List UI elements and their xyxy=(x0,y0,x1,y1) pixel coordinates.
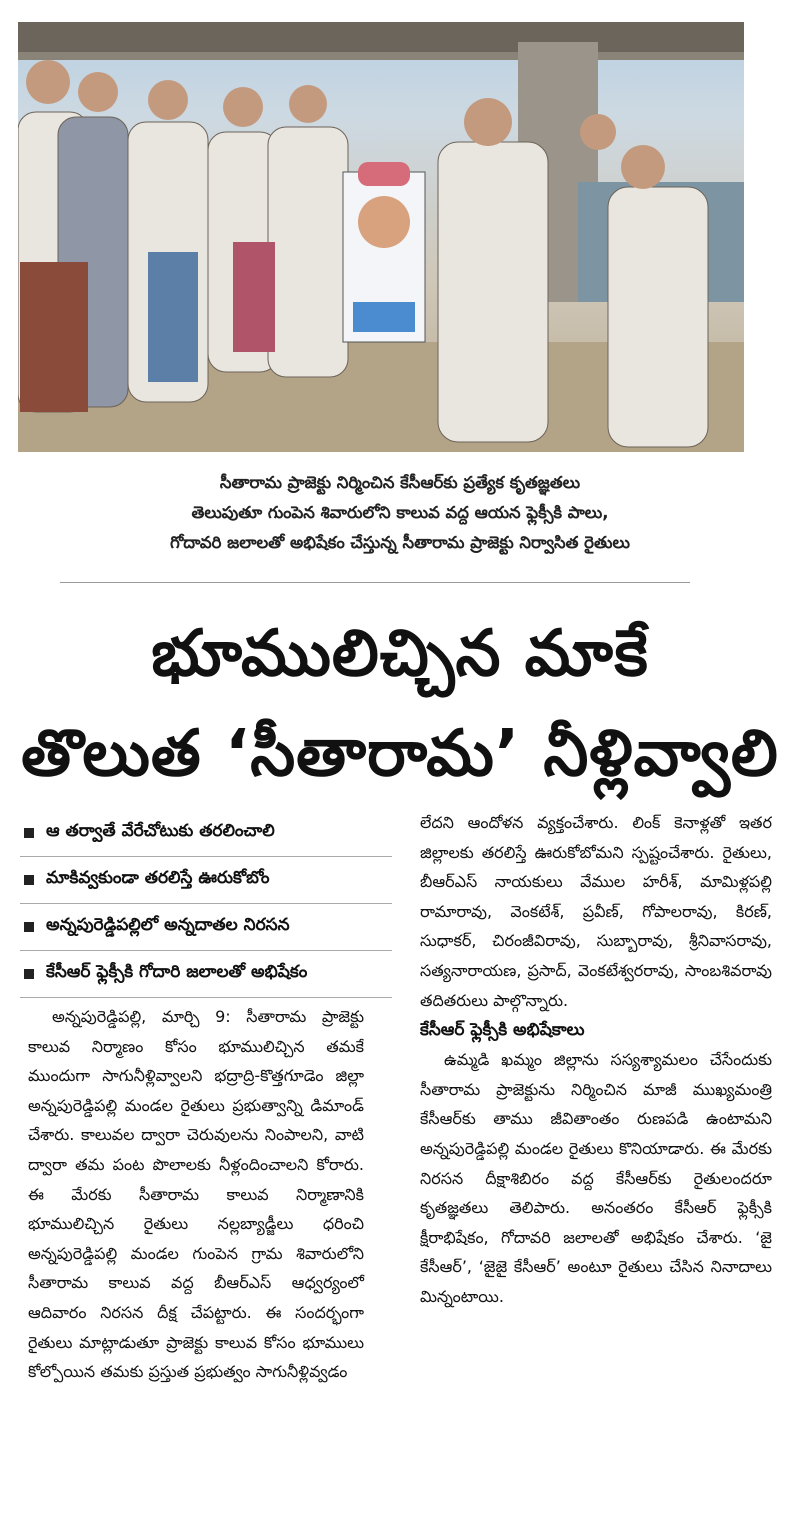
highlight-text: మాకివ్వకుండా తరలిస్తే ఊరుకోబోం xyxy=(46,868,270,888)
bullet-icon xyxy=(24,969,34,979)
highlight-item xyxy=(20,951,392,998)
article-paragraph: ఉమ్మడి ఖమ్మం జిల్లాను సస్యశ్యామలం చేసేందుకు సీతారామ ప్రాజెక్టును నిర్మించిన మాజీ ముఖ్యమంత్రి కేసీఆర్‌కు తాము జీవితాంతం రుణపడి ఉంటామని అన్నపురెడ్డిపల్లి మండల రైతులు కొనియాడారు. ఈ మేరకు నిరసన దీక్షాశిబిరం వద్ద కేసీఆర్‌కు రైతులందరూ కృతజ్ఞతలు తెలిపారు. అనంతరం కేసీఆర్ ఫ్లెక్సీకి క్షీరాభిషేకం, గోదావరి జలాలతో అభిషేకం చేశారు. ‘జై కేసీఆర్’, ‘జైజై కేసీఆర్’ అంటూ రైతులు చేసిన నినాదాలు మిన్నంటాయి. xyxy=(420,1050,772,1306)
highlights-list xyxy=(20,810,392,998)
caption-line: తెలుపుతూ గుంపెన శివారులోని కాలువ వద్ద ఆయన ఫ్లెక్సీకి పాలు, xyxy=(191,503,609,522)
highlight-item xyxy=(20,810,392,857)
highlight-text: కేసీఆర్ ఫ్లెక్సీకి గోదారి జలాలతో అభిషేకం xyxy=(46,962,308,982)
news-photo xyxy=(18,22,744,452)
article-subheading: కేసీఆర్ ఫ్లెక్సీకి అభిషేకాలు xyxy=(420,1020,585,1041)
caption-line: గోదావరి జలాలతో అభిషేకం చేస్తున్న సీతారామ ప్రాజెక్టు నిర్వాసిత రైతులు xyxy=(170,533,630,552)
article-column-left xyxy=(28,1002,364,1387)
highlight-item xyxy=(20,904,392,951)
article-paragraph: లేదని ఆందోళన వ్యక్తంచేశారు. లింక్ కెనాళ్లతో ఇతర జిల్లాలకు తరలిస్తే ఊరుకోబోమని స్పష్టంచేశారు. రైతులు, బీఆర్‌ఎస్ నాయకులు వేముల హరీశ్, మామిళ్లపల్లి రామారావు, వెంకటేశ్, ప్రవీణ్, గోపాలరావు, కిరణ్, సుధాకర్, చిరంజీవిరావు, సుబ్బారావు, శ్రీనివాసరావు, సత్యనారాయణ, ప్రసాద్, వెంకటేశ్వరరావు, సాంబశివరావు తదితరులు పాల్గొన్నారు. xyxy=(420,813,772,1010)
highlight-text: ఆ తర్వాతే వేరేచోటుకు తరలించాలి xyxy=(46,821,275,841)
highlight-text: అన్నపురెడ్డిపల్లిలో అన్నదాతల నిరసన xyxy=(46,915,290,935)
caption-line: సీతారామ ప్రాజెక్టు నిర్మించిన కేసీఆర్‌కు ప్రత్యేక కృతజ్ఞతలు xyxy=(219,473,581,492)
article-paragraph: అన్నపురెడ్డిపల్లి, మార్చి 9: సీతారామ ప్రాజెక్టు కాలువ నిర్మాణం కోసం భూములిచ్చిన తమకే ముందుగా సాగునీళ్లివ్వాలని భద్రాద్రి-కొత్తగూడెం జిల్లా అన్నపురెడ్డిపల్లి మండల రైతులు ప్రభుత్వాన్ని డిమాండ్ చేశారు. కాలువల ద్వారా చెరువులను నింపాలని, వాటి ద్వారా తమ పంట పొలాలకు నీళ్లందించాలని కోరారు. ఈ మేరకు సీతారామ కాలువ నిర్మాణానికి భూములిచ్చిన రైతులు నల్లబ్యాడ్జీలు ధరించి అన్నపురెడ్డిపల్లి మండల గుంపెన గ్రామ శివారులోని సీతారామ కాలువ వద్ద బీఆర్‌ఎస్ ఆధ్వర్యంలో ఆదివారం నిరసన దీక్ష చేపట్టారు. ఈ సందర్భంగా రైతులు మాట్లాడుతూ ప్రాజెక్టు కాలువ కోసం భూములు కోల్పోయిన తమకు ప్రస్తుత ప్రభుత్వం సాగునీళ్లివ్వడం xyxy=(28,1007,364,1382)
headline-line-2: తొలుత ‘సీతారామ’ నీళ్లివ్వాలి xyxy=(21,717,779,791)
bullet-icon xyxy=(24,828,34,838)
bullet-icon xyxy=(24,875,34,885)
highlight-item xyxy=(20,857,392,904)
article-column-right xyxy=(420,808,772,1312)
bullet-icon xyxy=(24,922,34,932)
photo-caption xyxy=(40,468,760,558)
divider xyxy=(60,582,690,583)
headline-line-1: భూములిచ్చిన మాకే xyxy=(151,617,649,691)
